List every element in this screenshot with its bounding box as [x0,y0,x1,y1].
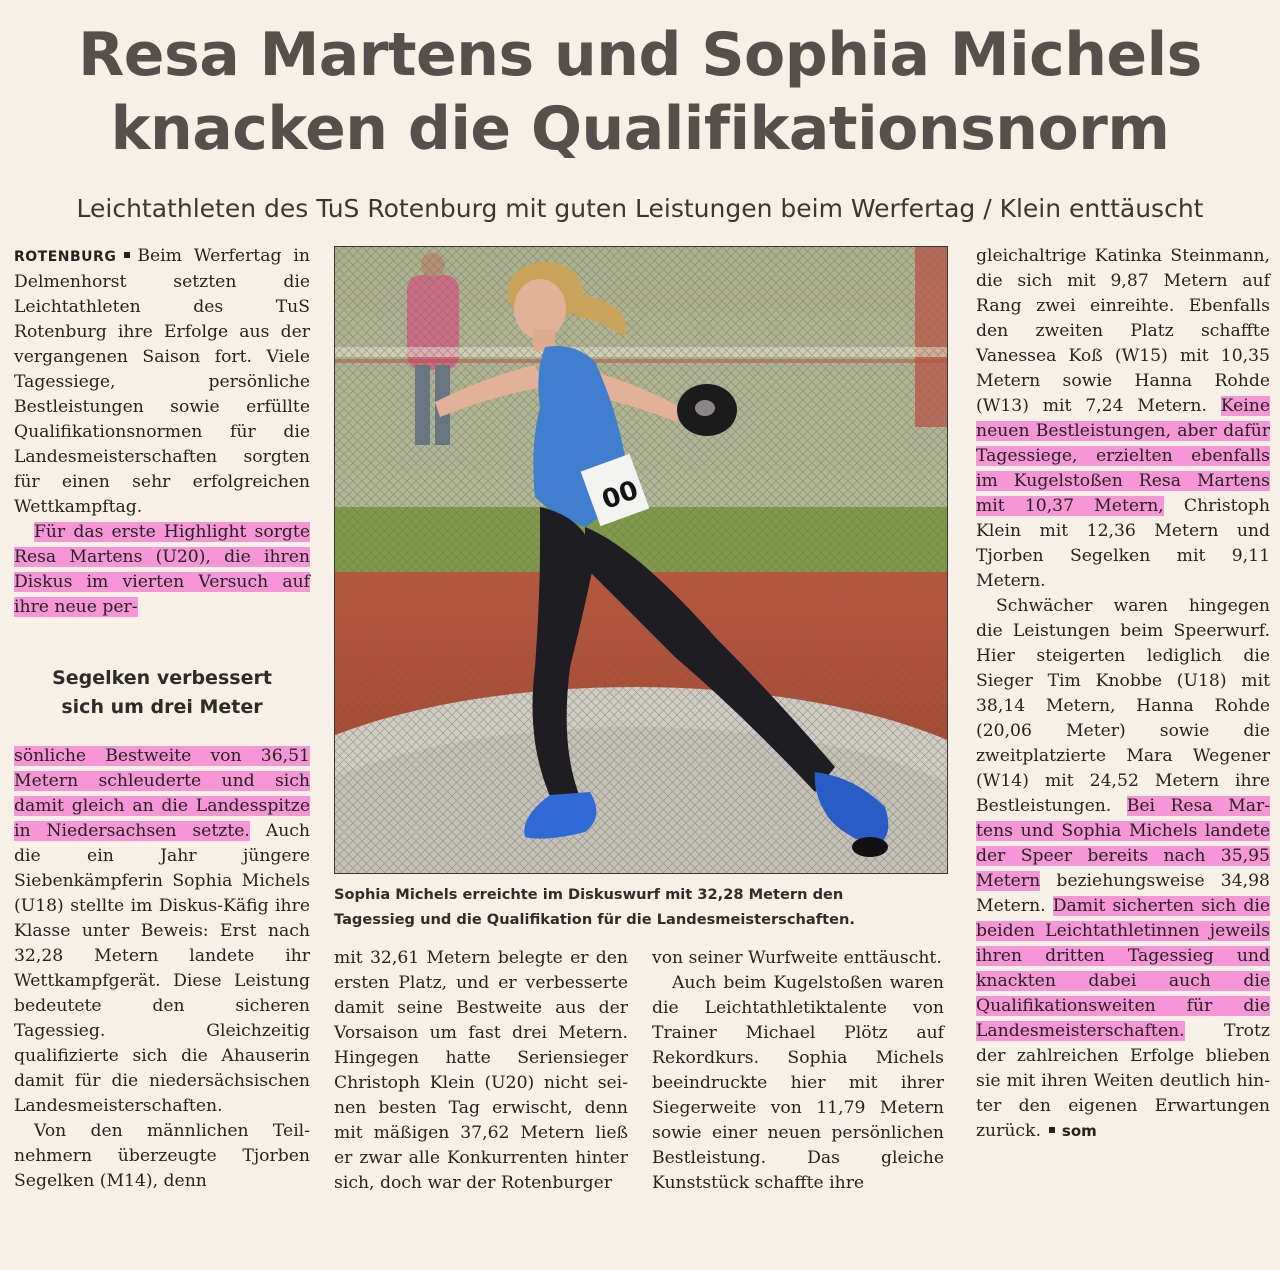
paragraph [14,520,310,620]
column-1-bottom [14,744,310,1194]
subheading-line-2: sich um drei Meter [61,696,263,718]
bib-number: 00 [598,475,643,516]
column-4 [976,244,1270,1144]
paragraph [14,244,310,520]
paragraph [14,744,310,1119]
paragraph [652,971,944,1196]
paragraph-text: Auch beim Kugelstoßen waren die Leichtathletiktalente von Trainer Michael Plötz auf Rekordkurs. Sophia Michels beeindruckte hier mit ihrer Siegerweite von 11,79 Metern sowie einer neuen persönlichen Bestleistung. Das gleiche Kunststück schaffte ihre [652,973,944,1193]
highlighted-text: Für das erste Highlight sorgte Resa Martens (U20), die ihren Diskus im vierten Versuch auf ihre neue per- [14,522,310,617]
subheading [14,664,310,722]
paragraph-text: Beim Werfertag in Delmenhorst setzten die Leichtathleten des TuS Rotenburg ihre Erfolge aus der vergangenen Saison fort. Viele Tagessiege, persönliche Bestleistungen sowie erfüllte Qualifikationsnormen für die Landesmeisterschaften sorgten für einen sehr erfolgreichen Wettkampftag. [14,246,310,517]
end-square-icon [1049,1127,1055,1133]
paragraph-text: Christoph Klein mit 12,36 Metern und Tjorben Segelken mit 9,11 Metern. [976,496,1270,591]
paragraph-text: Schwächer waren hingegen die Leistungen beim Speerwurf. Hier steigerten lediglich die Sieger Tim Knobbe (U18) mit 38,14 Metern, Hanna Rohde (20,06 Meter) sowie die zweitplatzierte Mara Wegener (W14) mit 24,52 Metern ihre Bestleistungen. [976,596,1270,816]
subheadline: Leichtathleten des TuS Rotenburg mit guten Leistungen beim Werfertag / Klein enttäuscht [76,194,1204,223]
paragraph-text: Trotz der zahlreichen Erfolge blieben sie mit ihren Weiten deutlich hinter den eigenen Erwartungen zurück. [976,1021,1270,1141]
headline [0,18,1280,166]
photo-caption [334,882,948,932]
dateline: ROTENBURG [14,249,117,265]
headline-line-2: knacken die Qualifikationsnorm [110,94,1170,164]
author-initials: som [1061,1122,1097,1140]
paragraph [976,594,1270,1144]
paragraph-text: Von den männlichen Teilnehmern überzeugte Tjorben Segelken (M14), denn [14,1121,310,1191]
column-1-top [14,244,310,620]
caption-line-2: Tagessieg und die Qualifikation für die Landesmeisterschaften. [334,911,855,928]
paragraph [652,946,944,971]
paragraph-text: beziehungsweise 34,98 Metern. [976,871,1270,916]
caption-line-1: Sophia Michels erreichte im Diskuswurf mit 32,28 Metern den [334,886,844,903]
paragraph-text: mit 32,61 Metern belegte er den ersten Platz, und er verbesserte damit seine Bestweite aus der Vorsaison um fast drei Metern. Hingegen hatte Seriensieger Christoph Klein (U20) nicht seinen besten Tag erwischt, denn mit mäßigen 37,62 Metern ließ er zwar alle Konkurrenten hinter sich, doch war der Rotenburger [334,948,628,1193]
article-photo [334,246,948,874]
discus-thrower-photo [335,247,947,873]
paragraph-text: von seiner Wurfweite enttäuscht. [652,948,942,968]
subheading-line-1: Segelken verbessert [52,667,272,689]
paragraph-text: gleichaltrige Katinka Steinmann, die sich mit 9,87 Metern auf Rang zwei einreihte. Ebenfalls den zweiten Platz schaffte Vanessea Koß (W15) mit 10,35 Metern sowie Hanna Rohde (W13) mit 7,24 Metern. [976,246,1270,416]
column-2 [334,946,628,1196]
paragraph [334,946,628,1196]
highlighted-text: Bei Resa Martens und Sophia Michels landete der Speer bereits nach 35,95 Metern [976,796,1271,891]
headline-line-1: Resa Martens und Sophia Michels [78,20,1202,90]
highlighted-text: Damit sicherten sich die beiden Leichtathletinnen jeweils ihren dritten Tagessieg und knackten dabei auch die Qualifikationsweiten für die Landesmeisterschaften. [976,896,1271,1041]
dateline-square-icon [124,252,130,258]
column-3 [652,946,944,1196]
paragraph [976,244,1270,594]
paragraph [14,1119,310,1194]
highlighted-text: sönliche Bestweite von 36,51 Metern schleuderte und sich damit gleich an die Landesspitze in Niedersachsen setzte. [14,746,310,841]
highlighted-text: Keine neuen Bestleistungen, aber dafür Tagessiege, erzielten ebenfalls im Kugelstoßen Resa Martens mit 10,37 Metern, [976,396,1270,516]
paragraph-text: Auch die ein Jahr jüngere Siebenkämpferin Sophia Michels (U18) stellte im Diskus-Käfig ihre Klasse unter Beweis: Erst nach 32,28 Metern landete ihr Wettkampfgerät. Diese Leistung bedeutete den sicheren Tagessieg. Gleichzeitig qualifizierte sich die Ahauserin damit für die niedersächsischen Landesmeisterschaften. [14,821,310,1116]
